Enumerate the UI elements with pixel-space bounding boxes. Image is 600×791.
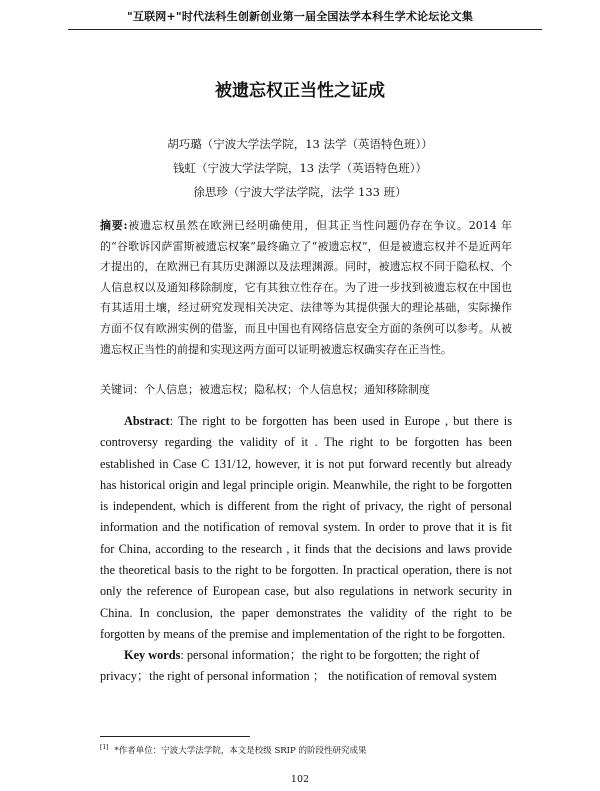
chinese-keywords: [100, 380, 512, 400]
author-line: 钱虹（宁波大学法学院，13 法学（英语特色班））: [172, 161, 428, 175]
author-block: [0, 132, 600, 204]
english-keywords-label: Key words: [124, 648, 181, 662]
english-abstract: [100, 411, 512, 645]
chinese-abstract: [100, 216, 512, 360]
page-number: 102: [290, 774, 310, 785]
english-abstract-text: : The right to be forgotten has been used in Europe , but there is controversy regarding the validity of it . The right to be forgotten has been established in Case C 131/12, however, it is not put forward recently but already has historical origin and legal principle origin. Meanwhile, the right to be forgotten is independent, which is different from the right of privacy, the right of personal information and the notification of removal system. In order to prove that it is fit for China, according to the research , it finds that the decisions and laws provide the theoretical basis to the right to be forgotten. In practical operation, there is not only the reference of European case, but also regulations in network security in China. In conclusion, the paper demonstrates the validity of the right to be forgotten by means of the premise and implementation of the right to be forgotten.: [100, 414, 512, 641]
footnote: [100, 742, 512, 757]
footnote-rule: [100, 736, 250, 737]
footnote-mark: [1]: [100, 744, 109, 751]
footnote-text: *作者单位：宁波大学法学院，本文是校级 SRIP 的阶段性研究成果: [114, 745, 367, 756]
author-line: 徐思珍（宁波大学法学院，法学 133 班）: [193, 185, 407, 199]
paper-title: 被遗忘权正当性之证成: [215, 81, 385, 101]
chinese-abstract-text: 被遗忘权虽然在欧洲已经明确使用，但其正当性问题仍存在争议。2014 年的“谷歌诉冈萨雷斯被遗忘权案”最终确立了“被遗忘权”，但是被遗忘权并不是近两年才提出的，在欧洲已有其历史渊源以及法理渊源。同时，被遗忘权不同于隐私权、个人信息权以及通知移除制度，它有其独立性存在。为了进一步找到被遗忘权在中国也有其适用土壤，经过研究发现相关决定、法律等为其提供强大的理论基础，实际操作方面不仅有欧洲实例的借鉴，而且中国也有网络信息安全方面的条例可以参考。从被遗忘权正当性的前提和实现这两方面可以证明被遗忘权确实存在正当性。: [100, 219, 512, 356]
chinese-abstract-label: 摘要:: [100, 219, 128, 232]
running-header: "互联网+"时代法科生创新创业第一届全国法学本科生学术论坛论文集: [126, 10, 474, 23]
english-keywords-text: : personal information；the right to be forgotten; the right of privacy；the right of personal information ； the notification of removal system: [100, 648, 497, 684]
english-abstract-label: Abstract: [124, 414, 170, 428]
author-line: 胡巧璐（宁波大学法学院，13 法学（英语特色班））: [167, 137, 433, 151]
chinese-keywords-text: 个人信息；被遗忘权；隐私权；个人信息权；通知移除制度: [144, 383, 430, 396]
english-keywords: [100, 645, 512, 688]
header-rule: [68, 29, 542, 30]
chinese-keywords-label: 关键词：: [100, 383, 144, 396]
